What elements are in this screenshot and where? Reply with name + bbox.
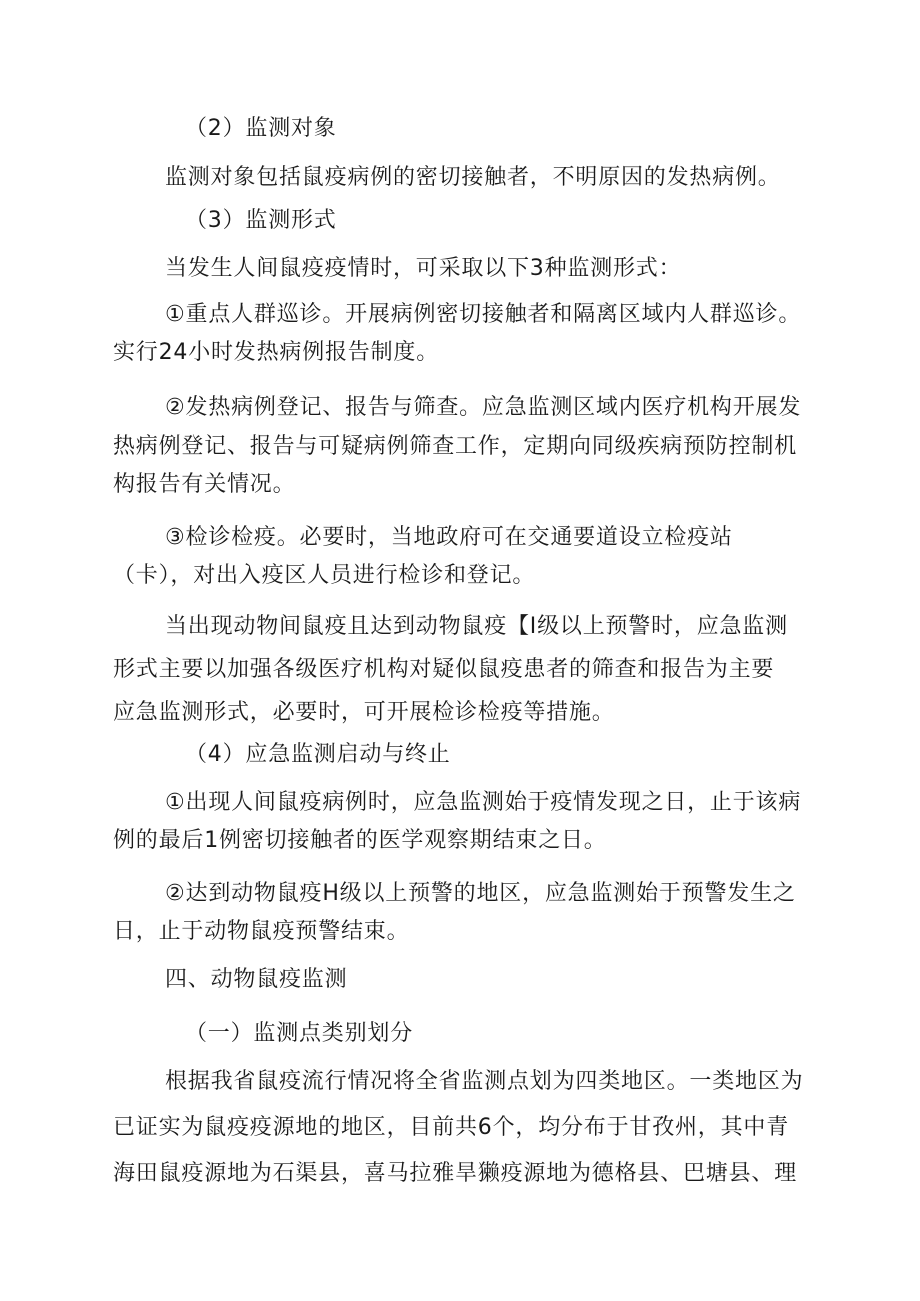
paragraph-line: ①重点人群巡诊。开展病例密切接触者和隔离区域内人群巡诊。 [165, 302, 802, 327]
paragraph-line: 当出现动物间鼠疫且达到动物鼠疫【I级以上预警时，应急监测 [165, 614, 788, 639]
paragraph-line: 热病例登记、报告与可疑病例筛查工作，定期向同级疾病预防控制机 [113, 434, 798, 459]
paragraph-line: 例的最后1例密切接触者的医学观察期结束之日。 [113, 828, 607, 853]
paragraph-line: 根据我省鼠疫流行情况将全省监测点划为四类地区。一类地区为 [165, 1069, 804, 1094]
heading-emergency-start-end: （4）应急监测启动与终止 [185, 742, 451, 767]
paragraph-line: 实行24小时发热病例报告制度。 [113, 340, 439, 365]
paragraph-line: 应急监测形式，必要时，可开展检诊检疫等措施。 [113, 700, 615, 725]
paragraph-line: ①出现人间鼠疫病例时，应急监测始于疫情发现之日，止于该病 [165, 790, 802, 815]
paragraph-line: 日，止于动物鼠疫预警结束。 [113, 919, 410, 944]
paragraph-line: 监测对象包括鼠疫病例的密切接触者，不明原因的发热病例。 [165, 165, 781, 190]
paragraph-line: 构报告有关情况。 [113, 472, 296, 497]
paragraph-line: 已证实为鼠疫疫源地的地区，目前共6个，均分布于甘孜州，其中青 [113, 1115, 789, 1140]
paragraph-line: 当发生人间鼠疫疫情时，可采取以下3种监测形式： [165, 256, 682, 281]
subsection-heading: （一）监测点类别划分 [185, 1021, 414, 1046]
paragraph-line: 形式主要以加强各级医疗机构对疑似鼠疫患者的筛查和报告为主要 [113, 657, 775, 682]
paragraph-line: ②发热病例登记、报告与筛查。应急监测区域内医疗机构开展发 [165, 395, 802, 420]
paragraph-line: ②达到动物鼠疫H级以上预警的地区，应急监测始于预警发生之 [165, 881, 796, 906]
heading-monitoring-forms: （3）监测形式 [185, 208, 337, 233]
section-heading-animal-plague: 四、动物鼠疫监测 [165, 967, 348, 992]
paragraph-line: ③检诊检疫。必要时，当地政府可在交通要道设立检疫站 [165, 525, 733, 550]
paragraph-line: 海田鼠疫源地为石渠县，喜马拉雅旱獭疫源地为德格县、巴塘县、理 [113, 1161, 798, 1186]
paragraph-line: （卡），对出入疫区人员进行检诊和登记。 [113, 563, 536, 588]
heading-monitoring-targets: （2）监测对象 [185, 116, 337, 141]
